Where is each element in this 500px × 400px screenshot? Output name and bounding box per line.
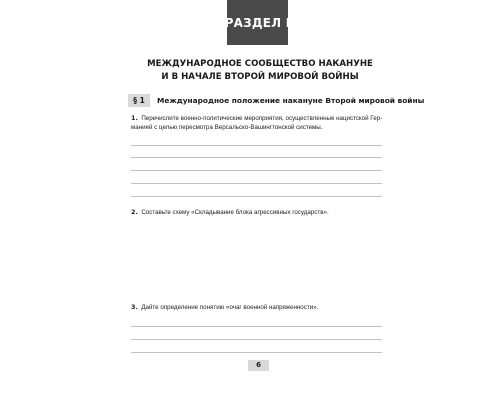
task-2-number: 2.: [131, 208, 138, 216]
answer-line[interactable]: [131, 145, 382, 146]
page-number: 6: [248, 360, 269, 371]
task-1-line-1: [131, 114, 389, 123]
task-1-line-2: [131, 123, 389, 132]
answer-line[interactable]: [131, 196, 382, 197]
section-header-box: [224, 0, 291, 45]
answer-line[interactable]: [131, 183, 382, 184]
paragraph-title: Международное положение накануне Второй мировой войны: [157, 96, 425, 105]
chapter-title-line-1: МЕЖДУНАРОДНОЕ СООБЩЕСТВО НАКАНУНЕ: [147, 59, 373, 69]
paragraph-number-badge: § 1: [128, 94, 150, 107]
task-2-text: Составьте схему «Складывание блока агрессивных государств».: [141, 209, 329, 216]
task-1-text-line-2: манией с целью пересмотра Версальско-Вашингтонской системы.: [131, 124, 323, 131]
task-2: [131, 208, 389, 217]
task-1: [131, 114, 389, 132]
section-label: РАЗДЕЛ I: [224, 15, 291, 30]
task-3: [131, 303, 389, 312]
paragraph-heading: [128, 94, 424, 107]
answer-line[interactable]: [131, 352, 382, 353]
task-1-text-line-1: Перечислите военно-политические мероприятия, осуществленные нацистской Гер-: [141, 115, 383, 122]
chapter-title-line-2: И В НАЧАЛЕ ВТОРОЙ МИРОВОЙ ВОЙНЫ: [161, 72, 359, 82]
answer-line[interactable]: [131, 326, 382, 327]
answer-line[interactable]: [131, 157, 382, 158]
task-1-number: 1.: [131, 114, 138, 122]
answer-line[interactable]: [131, 170, 382, 171]
task-3-text: Дайте определение понятию «очаг военной напряженности».: [141, 304, 319, 311]
task-3-number: 3.: [131, 303, 138, 311]
answer-line[interactable]: [131, 339, 382, 340]
